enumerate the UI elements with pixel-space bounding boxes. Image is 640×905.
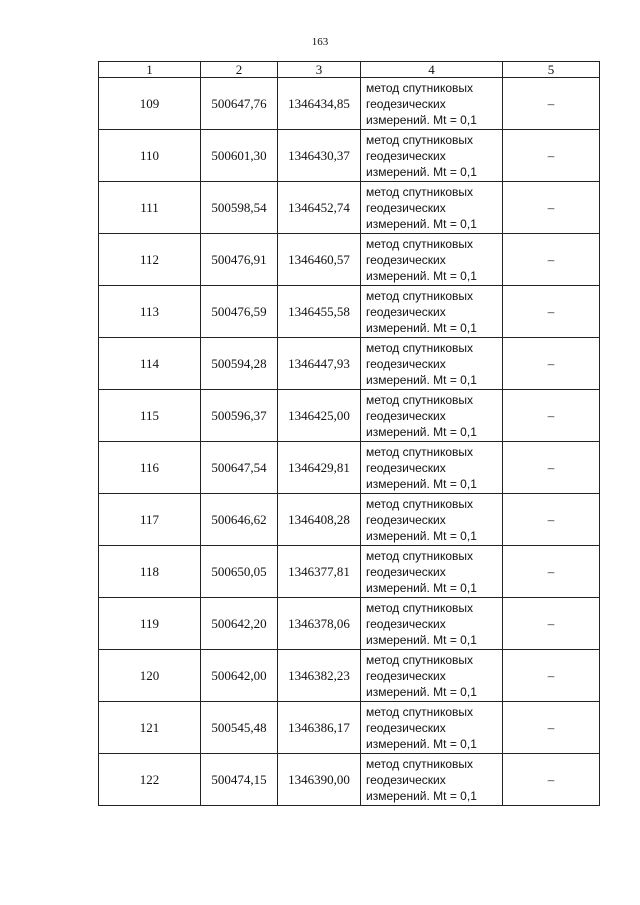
coordinate-y: 1346460,57 (278, 234, 361, 286)
coordinate-x: 500594,28 (201, 338, 278, 390)
note-dash: – (503, 702, 600, 754)
coordinates-table (98, 61, 600, 806)
coordinate-x: 500642,00 (201, 650, 278, 702)
method-line: метод спутниковых (366, 80, 474, 95)
method-line: измерений. Mt = 0,1 (366, 684, 477, 699)
method-line: измерений. Mt = 0,1 (366, 112, 477, 127)
note-dash: – (503, 754, 600, 806)
method-line: измерений. Mt = 0,1 (366, 372, 477, 387)
method-line: метод спутниковых (366, 340, 474, 355)
table-row (99, 702, 600, 754)
point-number: 118 (99, 546, 201, 598)
note-dash: – (503, 494, 600, 546)
column-header-4: 4 (361, 62, 503, 78)
method-line: метод спутниковых (366, 392, 474, 407)
coordinate-y: 1346452,74 (278, 182, 361, 234)
method-line: метод спутниковых (366, 236, 474, 251)
coordinate-x: 500647,76 (201, 78, 278, 130)
coordinate-x: 500647,54 (201, 442, 278, 494)
method-line: геодезических (366, 252, 446, 267)
note-dash: – (503, 234, 600, 286)
method-line: геодезических (366, 148, 446, 163)
note-dash: – (503, 182, 600, 234)
page-number: 163 (311, 36, 329, 48)
method-line: метод спутниковых (366, 704, 474, 719)
method-line: геодезических (366, 96, 446, 111)
point-number: 119 (99, 598, 201, 650)
method-description (361, 286, 503, 338)
method-line: измерений. Mt = 0,1 (366, 476, 477, 491)
table-row (99, 234, 600, 286)
table-row (99, 338, 600, 390)
table-row (99, 286, 600, 338)
point-number: 110 (99, 130, 201, 182)
method-line: метод спутниковых (366, 132, 474, 147)
point-number: 115 (99, 390, 201, 442)
coordinate-y: 1346430,37 (278, 130, 361, 182)
point-number: 109 (99, 78, 201, 130)
point-number: 111 (99, 182, 201, 234)
method-line: геодезических (366, 512, 446, 527)
column-header-3: 3 (278, 62, 361, 78)
method-description (361, 598, 503, 650)
column-header-5: 5 (503, 62, 600, 78)
coordinate-x: 500474,15 (201, 754, 278, 806)
method-description (361, 702, 503, 754)
coordinate-y: 1346434,85 (278, 78, 361, 130)
coordinate-x: 500598,54 (201, 182, 278, 234)
method-line: геодезических (366, 408, 446, 423)
table-row (99, 650, 600, 702)
note-dash: – (503, 546, 600, 598)
method-description (361, 494, 503, 546)
point-number: 121 (99, 702, 201, 754)
note-dash: – (503, 650, 600, 702)
method-description (361, 234, 503, 286)
table-row (99, 598, 600, 650)
method-line: метод спутниковых (366, 288, 474, 303)
method-description (361, 390, 503, 442)
table-row (99, 754, 600, 806)
coordinate-x: 500646,62 (201, 494, 278, 546)
method-description (361, 130, 503, 182)
method-line: измерений. Mt = 0,1 (366, 528, 477, 543)
method-line: геодезических (366, 356, 446, 371)
method-line: геодезических (366, 304, 446, 319)
method-description (361, 182, 503, 234)
method-line: измерений. Mt = 0,1 (366, 164, 477, 179)
method-line: геодезических (366, 616, 446, 631)
note-dash: – (503, 130, 600, 182)
point-number: 122 (99, 754, 201, 806)
method-description (361, 78, 503, 130)
column-header-1: 1 (99, 62, 201, 78)
coordinate-y: 1346408,28 (278, 494, 361, 546)
method-line: геодезических (366, 564, 446, 579)
method-line: метод спутниковых (366, 756, 474, 771)
method-line: измерений. Mt = 0,1 (366, 788, 477, 803)
method-line: метод спутниковых (366, 600, 474, 615)
coordinate-x: 500650,05 (201, 546, 278, 598)
method-line: измерений. Mt = 0,1 (366, 320, 477, 335)
method-description (361, 442, 503, 494)
coordinate-y: 1346390,00 (278, 754, 361, 806)
method-line: геодезических (366, 720, 446, 735)
coordinate-y: 1346429,81 (278, 442, 361, 494)
method-line: метод спутниковых (366, 548, 474, 563)
coordinate-x: 500596,37 (201, 390, 278, 442)
table-row (99, 442, 600, 494)
coordinate-y: 1346377,81 (278, 546, 361, 598)
table-row (99, 390, 600, 442)
method-line: метод спутниковых (366, 496, 474, 511)
method-line: измерений. Mt = 0,1 (366, 268, 477, 283)
table-row (99, 494, 600, 546)
note-dash: – (503, 442, 600, 494)
note-dash: – (503, 78, 600, 130)
method-description (361, 338, 503, 390)
coordinate-x: 500545,48 (201, 702, 278, 754)
coordinate-x: 500476,59 (201, 286, 278, 338)
method-line: метод спутниковых (366, 444, 474, 459)
coordinate-y: 1346425,00 (278, 390, 361, 442)
table-row (99, 546, 600, 598)
point-number: 112 (99, 234, 201, 286)
point-number: 114 (99, 338, 201, 390)
table-header-row (99, 62, 600, 78)
note-dash: – (503, 390, 600, 442)
method-line: измерений. Mt = 0,1 (366, 424, 477, 439)
table-row (99, 78, 600, 130)
method-description (361, 546, 503, 598)
note-dash: – (503, 338, 600, 390)
coordinate-x: 500476,91 (201, 234, 278, 286)
point-number: 120 (99, 650, 201, 702)
method-description (361, 754, 503, 806)
method-line: измерений. Mt = 0,1 (366, 216, 477, 231)
method-description (361, 650, 503, 702)
point-number: 116 (99, 442, 201, 494)
method-line: геодезических (366, 460, 446, 475)
note-dash: – (503, 598, 600, 650)
method-line: геодезических (366, 772, 446, 787)
table-row (99, 130, 600, 182)
coordinate-y: 1346455,58 (278, 286, 361, 338)
column-header-2: 2 (201, 62, 278, 78)
method-line: метод спутниковых (366, 652, 474, 667)
coordinate-x: 500642,20 (201, 598, 278, 650)
method-line: измерений. Mt = 0,1 (366, 736, 477, 751)
point-number: 113 (99, 286, 201, 338)
table-row (99, 182, 600, 234)
coordinate-y: 1346378,06 (278, 598, 361, 650)
method-line: метод спутниковых (366, 184, 474, 199)
method-line: измерений. Mt = 0,1 (366, 632, 477, 647)
point-number: 117 (99, 494, 201, 546)
method-line: геодезических (366, 200, 446, 215)
coordinate-x: 500601,30 (201, 130, 278, 182)
note-dash: – (503, 286, 600, 338)
coordinate-y: 1346382,23 (278, 650, 361, 702)
method-line: измерений. Mt = 0,1 (366, 580, 477, 595)
coordinate-y: 1346447,93 (278, 338, 361, 390)
method-line: геодезических (366, 668, 446, 683)
coordinate-y: 1346386,17 (278, 702, 361, 754)
